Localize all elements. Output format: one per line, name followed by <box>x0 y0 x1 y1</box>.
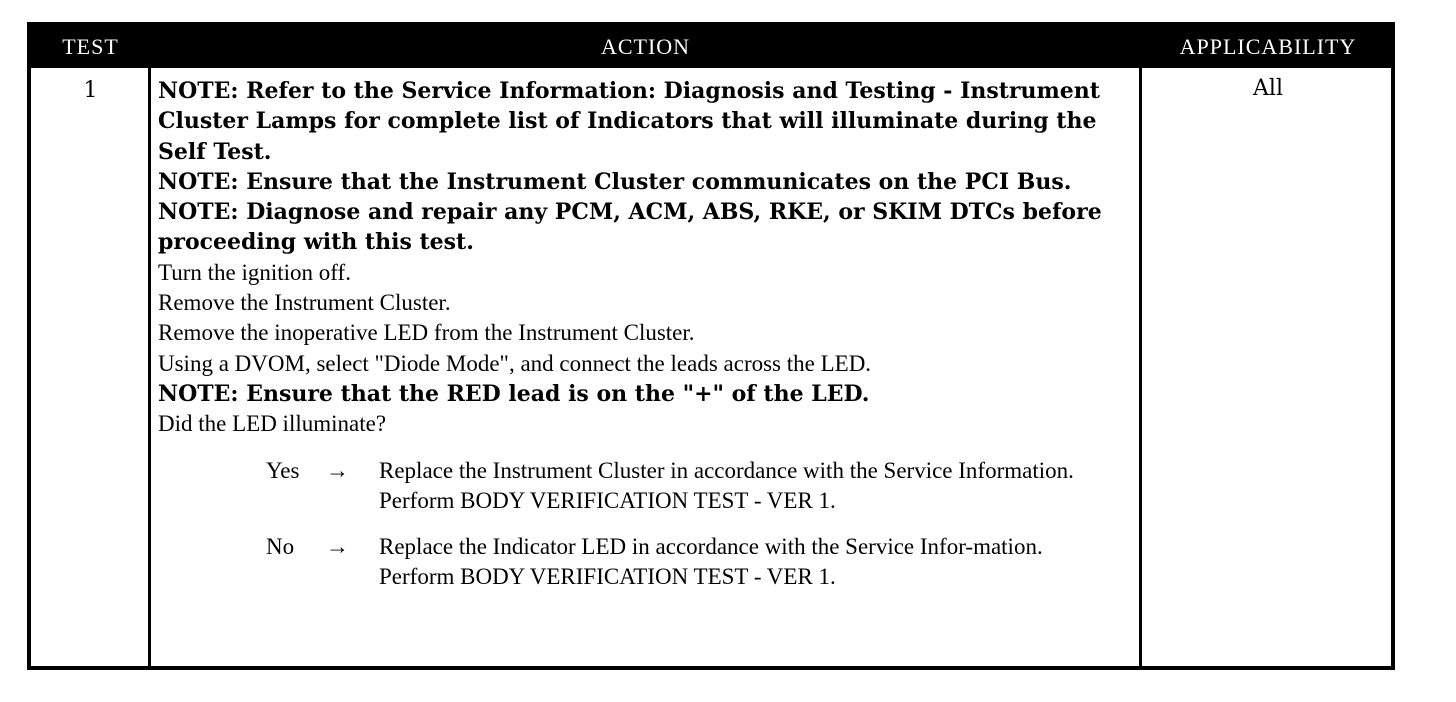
response-followup: Perform BODY VERIFICATION TEST - VER 1. <box>379 487 836 513</box>
note-diagnose-dtcs: NOTE: Diagnose and repair any PCM, ACM, ABS, RKE, or SKIM DTCs before proceeding with this test. <box>158 199 1102 256</box>
column-divider <box>148 68 151 666</box>
arrow-icon: → <box>326 534 349 560</box>
step-ignition-off: Turn the ignition off. <box>158 259 351 285</box>
step-remove-cluster: Remove the Instrument Cluster. <box>158 290 451 316</box>
response-followup: Perform BODY VERIFICATION TEST - VER 1. <box>379 564 836 590</box>
response-no <box>158 532 1136 593</box>
action-cell <box>158 76 1136 593</box>
response-yes <box>158 456 1136 517</box>
arrow-icon: → <box>326 457 349 483</box>
response-text: Replace the Instrument Cluster in accordance with the Service Information. <box>379 457 1074 483</box>
question-led-illuminate: Did the LED illuminate? <box>158 411 387 437</box>
response-label: Yes <box>266 457 300 483</box>
response-text: Replace the Indicator LED in accordance with the Service Infor-mation. <box>379 534 1043 560</box>
applicability-value: All <box>1253 76 1283 101</box>
diagnostic-test-table <box>27 22 1395 670</box>
note-red-lead: NOTE: Ensure that the RED lead is on the "+" of the LED. <box>158 380 870 407</box>
test-number: 1 <box>83 78 98 103</box>
column-divider <box>1139 68 1142 666</box>
step-dvom: Using a DVOM, select "Diode Mode", and connect the leads across the LED. <box>158 350 872 376</box>
header-action: ACTION <box>600 34 691 59</box>
step-remove-led: Remove the inoperative LED from the Instrument Cluster. <box>158 320 695 346</box>
note-refer-service-info: NOTE: Refer to the Service Information: Diagnosis and Testing - Instrument Cluster Lamps for complete list of Indicators that will illuminate during the Self Test. <box>158 78 1100 165</box>
header-applicability: APPLICABILITY <box>1179 34 1357 59</box>
header-test: TEST <box>62 34 119 59</box>
response-label: No <box>266 534 295 560</box>
table-header <box>31 26 1391 68</box>
note-pci-bus: NOTE: Ensure that the Instrument Cluster communicates on the PCI Bus. <box>158 168 1072 195</box>
